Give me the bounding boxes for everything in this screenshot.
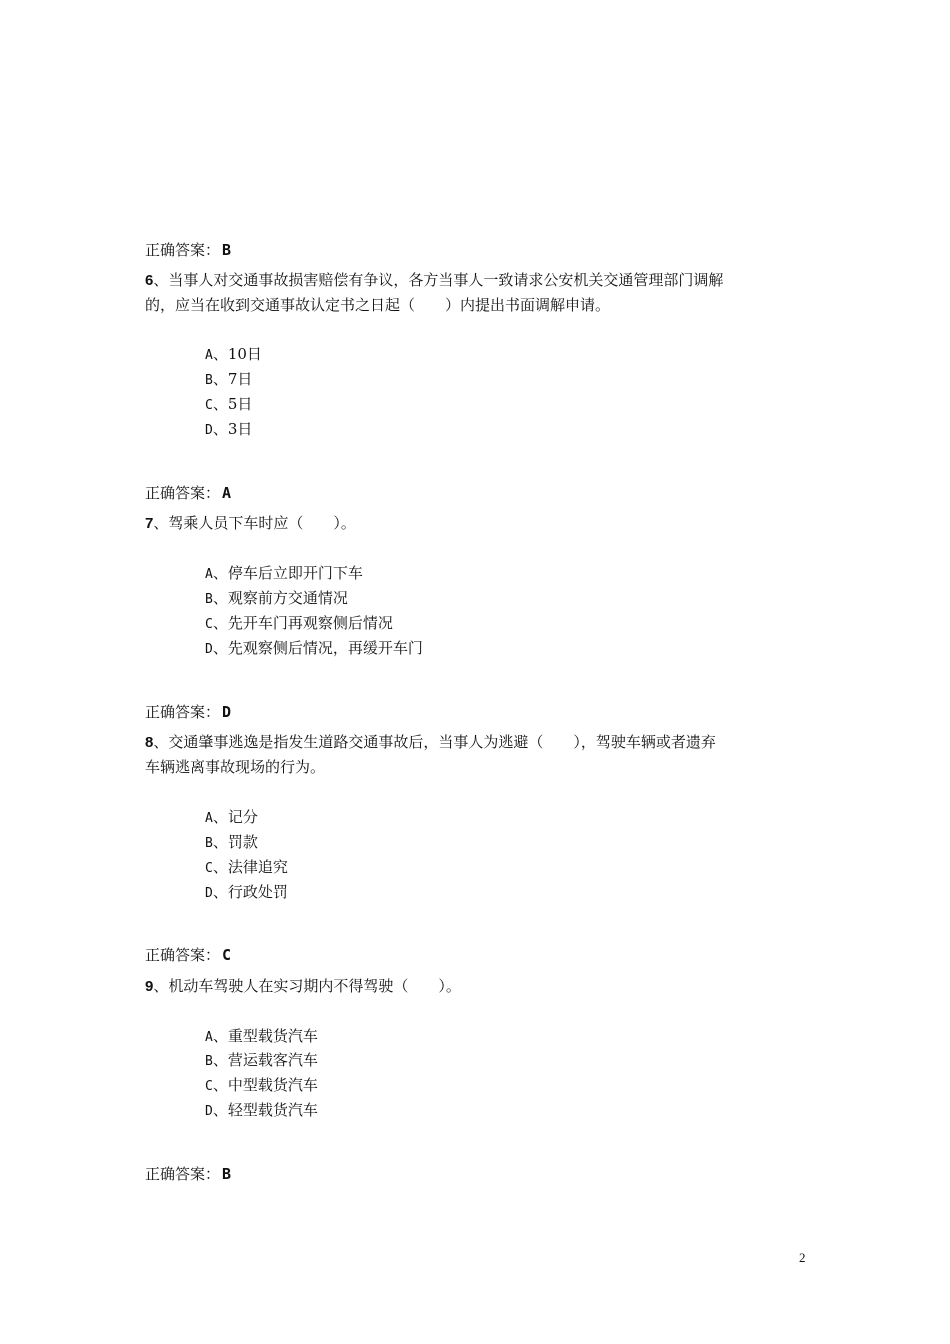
answer-value: B (222, 241, 232, 259)
option-text: 停车后立即开门下车 (227, 564, 363, 582)
option-letter: D (205, 423, 213, 438)
option-item (205, 882, 288, 904)
option-item (205, 563, 363, 585)
answer-value: B (222, 1165, 232, 1183)
option-text: 7日 (227, 370, 253, 388)
option-text: 中型载货汽车 (227, 1076, 318, 1094)
option-text: 观察前方交通情况 (227, 589, 348, 607)
option-separator: 、 (212, 858, 228, 876)
option-separator: 、 (212, 395, 228, 413)
option-item (205, 588, 348, 610)
option-letter: D (205, 886, 213, 901)
option-text: 先观察侧后情况，再缓开车门 (227, 639, 423, 657)
option-text: 3日 (227, 420, 253, 438)
option-letter: C (205, 398, 213, 413)
option-letter: D (205, 1104, 213, 1119)
option-separator: 、 (212, 589, 228, 607)
option-item (205, 1075, 318, 1097)
option-text: 记分 (227, 808, 258, 826)
option-letter: B (205, 1054, 213, 1069)
option-letter: A (205, 567, 213, 582)
option-item (205, 344, 262, 366)
option-letter: C (205, 617, 213, 632)
option-text: 法律追究 (227, 858, 288, 876)
option-letter: B (205, 592, 213, 607)
question-text-line1: 当事人对交通事故损害赔偿有争议，各方当事人一致请求公安机关交通管理部门调解 (168, 271, 724, 289)
answer-line (145, 702, 231, 722)
option-item (205, 832, 258, 854)
answer-label: 正确答案： (145, 946, 221, 964)
option-text: 营运载客汽车 (227, 1051, 318, 1069)
option-separator: 、 (212, 833, 228, 851)
option-letter: B (205, 373, 213, 388)
option-text: 先开车门再观察侧后情况 (227, 614, 393, 632)
option-text: 10日 (227, 345, 262, 363)
question-number: 9 (145, 978, 154, 995)
option-separator: 、 (212, 564, 228, 582)
question-text (145, 976, 461, 997)
option-separator: 、 (212, 420, 228, 438)
answer-line (145, 1164, 231, 1184)
answer-value: D (222, 703, 232, 721)
answer-value: C (222, 946, 232, 964)
option-separator: 、 (212, 614, 228, 632)
option-letter: C (205, 861, 213, 876)
option-text: 轻型载货汽车 (227, 1101, 318, 1119)
option-separator: 、 (212, 370, 228, 388)
option-item (205, 394, 252, 416)
question-text (145, 270, 723, 291)
answer-line (145, 945, 231, 965)
option-item (205, 369, 252, 391)
option-item (205, 1100, 318, 1122)
option-item (205, 419, 252, 441)
option-text: 重型载货汽车 (227, 1027, 318, 1045)
option-letter: C (205, 1079, 213, 1094)
question-text-line1: 驾乘人员下车时应（ ）。 (168, 514, 356, 532)
question-text-line2: 的，应当在收到交通事故认定书之日起（ ）内提出书面调解申请。 (145, 296, 611, 314)
question-number: 7 (145, 515, 154, 532)
answer-label: 正确答案： (145, 484, 221, 502)
option-separator: 、 (212, 883, 228, 901)
option-letter: B (205, 836, 213, 851)
option-letter: D (205, 642, 213, 657)
question-text-line1: 交通肇事逃逸是指发生道路交通事故后，当事人为逃避（ ），驾驶车辆或者遗弃 (168, 733, 716, 751)
answer-value: A (222, 484, 232, 502)
page-number: 2 (799, 1250, 806, 1265)
option-item (205, 807, 258, 829)
option-text: 行政处罚 (227, 883, 288, 901)
option-separator: 、 (212, 1027, 228, 1045)
question-number: 6 (145, 272, 154, 289)
question-text-line2: 车辆逃离事故现场的行为。 (145, 758, 326, 776)
question-separator: 、 (153, 977, 169, 995)
question-separator: 、 (153, 733, 169, 751)
option-separator: 、 (212, 639, 228, 657)
option-item (205, 1026, 318, 1048)
answer-label: 正确答案： (145, 1165, 221, 1183)
question-text (145, 732, 716, 753)
option-item (205, 638, 423, 660)
question-text (145, 513, 356, 534)
option-letter: A (205, 811, 213, 826)
question-separator: 、 (153, 514, 169, 532)
option-separator: 、 (212, 1076, 228, 1094)
answer-label: 正确答案： (145, 703, 221, 721)
answer-label: 正确答案： (145, 241, 221, 259)
option-separator: 、 (212, 808, 228, 826)
option-text: 罚款 (227, 833, 258, 851)
answer-line (145, 240, 231, 260)
question-text-line1: 机动车驾驶人在实习期内不得驾驶（ ）。 (168, 977, 461, 995)
option-letter: A (205, 1030, 213, 1045)
option-item (205, 857, 288, 879)
question-separator: 、 (153, 271, 169, 289)
option-item (205, 613, 393, 635)
option-letter: A (205, 348, 213, 363)
option-separator: 、 (212, 345, 228, 363)
option-separator: 、 (212, 1051, 228, 1069)
option-separator: 、 (212, 1101, 228, 1119)
question-number: 8 (145, 734, 154, 751)
answer-line (145, 483, 231, 503)
option-text: 5日 (227, 395, 253, 413)
option-item (205, 1050, 318, 1072)
